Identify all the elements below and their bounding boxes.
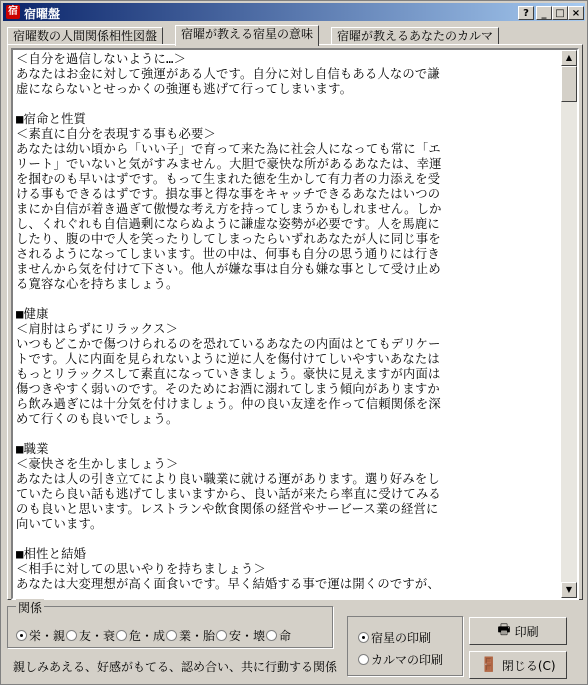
title-bar: [3, 3, 585, 21]
text-line: ＜自分を過信しないように…＞: [16, 52, 187, 66]
text-line: 虚にならないとせっかくの強運も逃げて行ってしまいます。: [16, 82, 353, 96]
text-line: ＜相手に対しての思いやりを持ちましょう＞: [16, 562, 266, 576]
text-line: もっとリラックスして素直になっていきましょう。豪快に見えますが内面は: [16, 367, 441, 381]
tab-karma[interactable]: 宿曜が教えるあなたのカルマ: [331, 27, 499, 45]
radio-dot-icon: [166, 630, 177, 641]
text-line: 傷つきやすく弱いのです。そのためにお酒に溺れてしまう傾向がありますか: [16, 382, 440, 396]
relation-radio[interactable]: [66, 627, 115, 644]
text-line: いつもどこかで傷つけられるのを恐れているあなたの内面はとてもデリケー: [16, 337, 441, 351]
relation-radio-label: 業・胎: [179, 629, 216, 643]
window-title: 宿曜盤: [24, 7, 61, 21]
text-line: ＜豪快さを生かしましょう＞: [16, 457, 179, 471]
scroll-thumb[interactable]: [561, 66, 577, 102]
text-line: ■職業: [16, 442, 49, 456]
radio-dot-icon: [16, 630, 27, 641]
reading-textarea[interactable]: [11, 48, 579, 600]
close-button[interactable]: [469, 651, 567, 679]
tab-strip: [7, 25, 583, 45]
text-line: る寛容な心を持ちましょう。: [16, 277, 179, 291]
printer-icon: 🖶: [497, 622, 511, 638]
relation-radio[interactable]: [266, 627, 291, 644]
text-line: ＜肩肘はらずにリラックス＞: [16, 322, 179, 336]
text-line: [16, 292, 557, 307]
close-button-label: 閉じる(C): [501, 658, 556, 673]
text-line: ■健康: [16, 307, 49, 321]
print-option-group: [347, 616, 463, 676]
minimize-button[interactable]: _: [536, 6, 552, 20]
scroll-up-icon[interactable]: ▲: [561, 50, 577, 66]
text-line: [16, 427, 557, 442]
text-line: し、くれぐれも自信過剰にならぬように謙虚な姿勢が必要です。人を馬鹿に: [16, 217, 440, 231]
print-option-radio[interactable]: [358, 629, 431, 646]
text-line: トです。人に内面を見られないように逆に人を傷付けてしいやすいあなたは: [16, 352, 440, 366]
radio-dot-icon: [358, 632, 369, 643]
relation-radio[interactable]: [16, 627, 65, 644]
relation-radio-label: 栄・親: [29, 629, 66, 643]
text-line: したり、腹の中で人を笑ったりしてしまったらいずれあなたが人に同じ事を: [16, 232, 441, 246]
text-line: あなたは幼い頃から「いい子」で育って来た為に社会人になっても常に「エ: [16, 142, 441, 156]
print-option-label: カルマの印刷: [371, 653, 444, 667]
text-line: リート」でいないと気がすみません。大胆で豪快な所があるあなたは、幸運: [16, 157, 442, 171]
text-line: まにか自信が着き過ぎて傲慢な考え方を持ってしまうかもしれません。しか: [16, 202, 442, 216]
relation-radio-label: 危・成: [129, 629, 166, 643]
scroll-down-icon[interactable]: ▼: [561, 582, 577, 598]
relation-radio[interactable]: [216, 627, 265, 644]
text-line: [16, 532, 557, 547]
radio-dot-icon: [266, 630, 277, 641]
print-button-label: 印刷: [514, 624, 539, 639]
text-line: あなたはお金に対して強運がある人です。自分に対し自信もある人なので謙: [16, 67, 440, 81]
text-line: ていたら良い話も逃げてしまいますから、良い話が来たら率直に受けてみる: [16, 487, 441, 501]
text-line: 向いています。: [16, 517, 103, 531]
close-window-button[interactable]: ×: [568, 6, 584, 20]
print-button[interactable]: [469, 617, 567, 645]
text-line: を掴むのも早いはずです。もって生まれた徳を生かして有力者の力添えを受: [16, 172, 441, 186]
tab-star-meaning[interactable]: 宿曜が教える宿星の意味: [175, 25, 319, 46]
app-icon: 宿: [8, 6, 18, 17]
text-line: あなたは大変理想が高く面食いです。早く結婚する事で運は開くのですが、: [16, 577, 440, 591]
radio-dot-icon: [216, 630, 227, 641]
print-option-radio[interactable]: [358, 651, 443, 668]
relation-group: [7, 601, 333, 648]
print-option-label: 宿星の印刷: [371, 631, 432, 645]
relation-description: 親しみあえる、好感がもてる、認め合い、共に行動する関係: [13, 660, 338, 674]
vertical-scrollbar[interactable]: [561, 50, 577, 598]
reading-text: [16, 52, 557, 592]
text-line: めて行くのも良いでしょう。: [16, 412, 179, 426]
text-line: ら飲み過ぎには十分気を付けましょう。仲の良い友達を作って信頼関係を深: [16, 397, 441, 411]
text-line: ■相性と結婚: [16, 547, 87, 561]
maximize-button[interactable]: □: [552, 6, 568, 20]
relation-radio-label: 命: [279, 629, 292, 643]
text-line: ＜素直に自分を表現する事も必要＞: [16, 127, 216, 141]
radio-dot-icon: [116, 630, 127, 641]
text-line: されるようになってしまいます。世の中は、何事も自分の思う通りには行き: [16, 247, 440, 261]
help-button[interactable]: ?: [518, 6, 534, 20]
relation-radio-label: 友・衰: [79, 629, 116, 643]
relation-radio[interactable]: [166, 627, 215, 644]
relation-radio[interactable]: [116, 627, 165, 644]
text-line: [16, 97, 557, 112]
text-line: のも良いと思います。レストランや飲食関係の経営やサービース業の経営に: [16, 502, 439, 516]
relation-radio-label: 安・壊: [229, 629, 266, 643]
relation-group-label: 関係: [18, 601, 43, 615]
text-line: あなたは人の引き立てにより良い職業に就ける運があります。選り好みをし: [16, 472, 440, 486]
tab-compatibility-chart[interactable]: 宿曜数の人間関係相性図盤: [7, 27, 163, 45]
radio-dot-icon: [66, 630, 77, 641]
radio-dot-icon: [358, 654, 369, 665]
door-icon: 🚪: [480, 657, 498, 673]
text-line: ませんから気を付けて下さい。他人が嫌な事は自分も嫌な事として受け止め: [16, 262, 441, 276]
text-line: ■宿命と性質: [16, 112, 87, 126]
text-line: ける事もできるはずです。損な事と得な事をキャッチできるあなたはいつの: [16, 187, 441, 201]
